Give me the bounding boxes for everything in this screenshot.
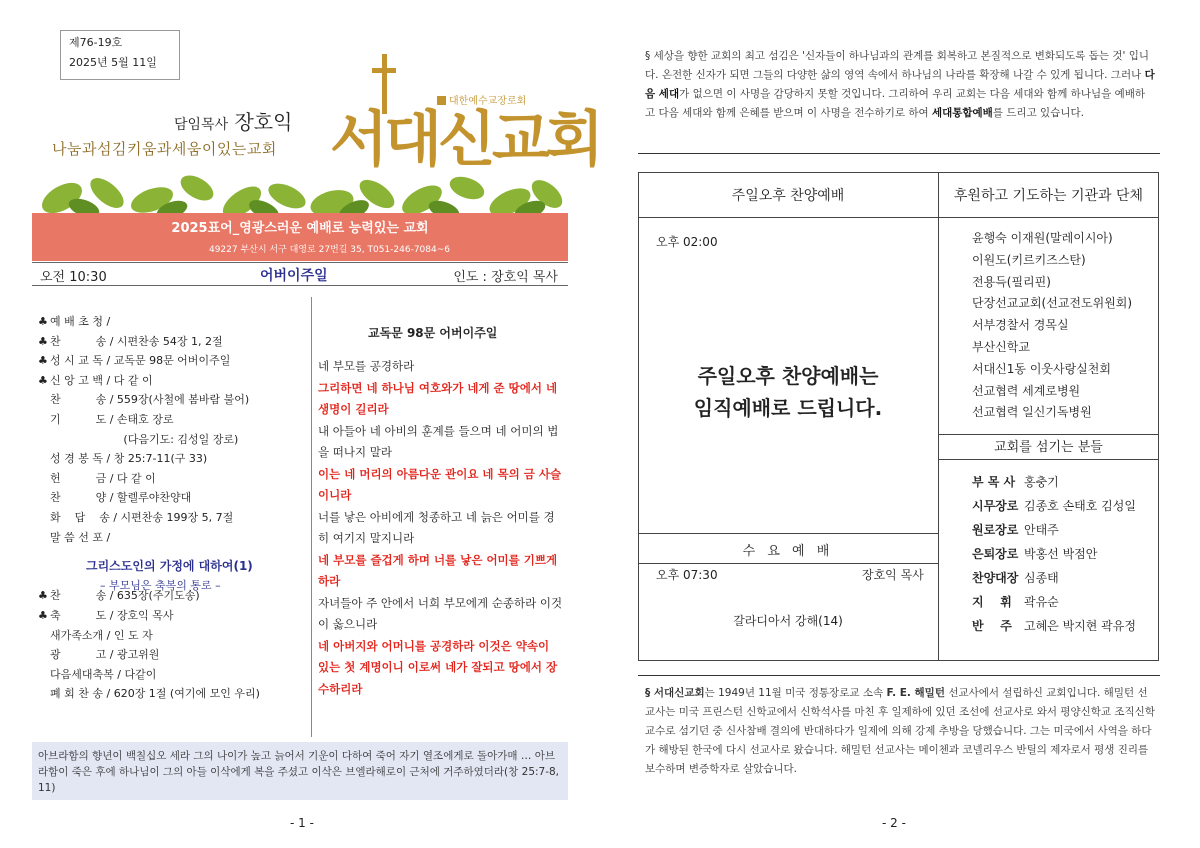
responsive-reading-title: 교독문 98문 어버이주일 (368, 326, 498, 340)
order-item-text: 신 앙 고 백 / 다 같 이 (50, 373, 153, 387)
order-item-text: 찬 송 / 559장(사철에 봄바람 불어) (50, 393, 250, 407)
table-divider (938, 434, 1159, 435)
history-missionary-name: F. E. 해밀턴 (886, 687, 945, 699)
sponsor-item: 윤행숙 이재원(말레이시아) (972, 231, 1113, 245)
order-item (38, 469, 308, 489)
server-names: 박홍선 박점안 (1024, 547, 1098, 561)
order-item-text: 헌 금 / 다 같 이 (50, 471, 156, 485)
sponsor-item: 서부경찰서 경목실 (972, 318, 1069, 333)
server-role: 시무장로 (972, 499, 1019, 513)
leaves-illustration (32, 158, 568, 218)
order-item (38, 684, 308, 704)
order-item (38, 390, 308, 410)
server-names: 홍충기 (1024, 475, 1059, 489)
scripture-quote: 아브라함의 향년이 백칠십오 세라 그의 나이가 높고 늙어서 기운이 다하여 죽어 자기 열조에게로 돌아가매 … 아브라함이 죽은 후에 하나님이 그의 아들 이삭에게 복을 주셨고 이삭은 브엘라해로이 근처에 거주하였더라(창 25:7-8, 11) (32, 742, 568, 800)
order-item-text: 화 답 송 / 시편찬송 199장 5, 7절 (50, 510, 234, 524)
server-row (972, 470, 1136, 494)
club-icon: ♣ (38, 315, 48, 328)
server-names: 심종태 (1024, 571, 1059, 585)
server-role: 원로장로 (972, 523, 1019, 537)
sunday-pm-time: 오후 02:00 (656, 235, 718, 249)
order-item-text: (다음기도: 김성일 장로) (50, 432, 239, 446)
pastor-fullname: 장호익 (234, 110, 293, 134)
reading-line-leader: 네 부모를 공경하라 (318, 359, 415, 373)
servers-list (972, 470, 1136, 638)
history-text-2: 선교사에서 설립하신 교회입니다. 해밀턴 선교사는 미국 프린스턴 신학교에서 신학석사를 마친 후 일제하에 있던 조선에 선교사로 와서 평양신학교 조직신학 교수로 섬기던 중 신사참배 결의에 반대하다가 일제에 의해 강제 추방을 당했습니다. 그는 미국에서 사역을 하다가 해방된 한국에 다시 선교사로 왔습니다. 해밀턴 선교사는 메이첸과 코넬리우스 반틸의 제자로서 평생 진리를 보수하며 변증학자로 살았습니다. (645, 687, 1155, 775)
order-item-text: 기 도 / 손태호 장로 (50, 412, 174, 426)
server-row (972, 614, 1136, 638)
server-row (972, 566, 1136, 590)
intro-paragraph (645, 47, 1155, 123)
banner-address: 49227 부산시 서구 대영로 27번길 35, T051-246-7084~6 (208, 245, 450, 255)
sunday-pm-message-line2: 임직예배로 드립니다. (693, 396, 883, 420)
service-time: 오전 10:30 (40, 270, 107, 285)
order-item (38, 645, 308, 665)
club-icon: ♣ (38, 589, 48, 603)
banner-title: 2025표어_영광스러운 예배로 능력있는 교회 (171, 221, 429, 236)
intro-text-1: § 세상을 향한 교회의 최고 섬김은 '신자들이 하나님과의 관계를 회복하고 본질적으로 변화되도록 돕는 것' 입니다. 온전한 신자가 되면 그들의 다양한 삶의 영역 속에서 하나님의 나라를 확장해 나갈 수 있게 됩니다. 그러나 (645, 50, 1150, 81)
responsive-reading (318, 356, 564, 700)
server-names: 김종호 손태호 김성일 (1024, 499, 1136, 513)
denomination-icon (437, 96, 446, 105)
divider-line (638, 675, 1160, 676)
order-item-text: 말 씀 선 포 / (50, 530, 111, 544)
order-item-text: 새가족소개 / 인 도 자 (50, 628, 153, 642)
server-names: 곽유순 (1024, 595, 1059, 609)
service-header (32, 262, 568, 286)
motto-banner (32, 213, 568, 261)
issue-date: 2025년 5월 11일 (69, 56, 157, 69)
order-item (38, 312, 308, 332)
reading-line-leader: 자녀들아 주 안에서 너희 부모에게 순종하라 이것이 옳으니라 (318, 595, 563, 631)
page-number-2: - 2 - (882, 816, 906, 830)
server-row (972, 494, 1136, 518)
order-item-text: 예 배 초 청 / (50, 315, 111, 328)
order-item-text: 찬 송 / 635장(주기도송) (50, 589, 200, 603)
wednesday-time: 오후 07:30 (656, 568, 718, 582)
divider-line (638, 153, 1160, 154)
servers-header: 교회를 섬기는 분들 (994, 440, 1103, 455)
intro-bold-2: 세대통합예배 (931, 107, 993, 119)
intro-text-2: 가 없으면 이 사명을 감당하지 못할 것입니다. 그리하여 우리 교회는 다음 세대와 함께 하나님을 예배하고 다음 세대와 함께 은혜를 받으며 이 사명을 전수하기로 하여 (645, 88, 1146, 119)
pastor-name (174, 106, 292, 135)
club-icon: ♣ (38, 354, 48, 368)
table-divider (938, 459, 1159, 460)
denomination-label (437, 92, 526, 107)
sponsor-item: 부산신학교 (972, 339, 1030, 354)
order-item-text: 광 고 / 광고위원 (50, 648, 160, 662)
order-item (38, 528, 308, 548)
sunday-pm-header: 주일오후 찬양예배 (731, 188, 845, 204)
table-divider (638, 217, 1159, 218)
order-item-text: 폐 회 찬 송 / 620장 1절 (여기에 모인 우리) (50, 687, 260, 701)
club-icon: ♣ (38, 608, 48, 622)
server-row (972, 542, 1136, 566)
reading-line-response: 그리하면 네 하나님 여호와가 네게 준 땅에서 네 생명이 길리라 (318, 380, 558, 416)
sponsor-item: 이원도(키르키즈스탄) (972, 252, 1086, 267)
order-item (38, 430, 308, 450)
sunday-pm-message-line1: 주일오후 찬양예배는 (697, 364, 879, 388)
order-item (38, 626, 308, 646)
server-role: 지 휘 (972, 595, 1012, 609)
reading-line-response: 네 아버지와 어머니를 공경하라 이것은 약속이 있는 첫 계명이니 이로써 네가 잘되고 땅에서 장수하리라 (318, 638, 558, 696)
sunday-pm-message (638, 360, 938, 424)
server-role: 찬양대장 (972, 571, 1019, 585)
server-role: 은퇴장로 (972, 547, 1019, 561)
sermon-title: 그리스도인의 가정에 대하여(1) (86, 559, 253, 573)
club-icon: ♣ (38, 334, 48, 348)
order-item-text: 축 도 / 장호익 목사 (50, 608, 174, 622)
history-text-1: 는 1949년 11월 미국 정통장로교 소속 (704, 687, 887, 699)
service-leader: 인도 : 장호익 목사 (453, 270, 558, 285)
table-divider (938, 172, 939, 661)
wednesday-header: 수 요 예 배 (742, 544, 834, 559)
issue-info (60, 30, 180, 80)
sponsors-list (972, 228, 1132, 424)
order-item (38, 488, 308, 508)
order-item-text: 찬 송 / 시편찬송 54장 1, 2절 (50, 334, 223, 348)
reading-line-leader: 너를 낳은 아비에게 청종하고 네 늙은 어미를 경히 여기지 말지니라 (318, 509, 555, 545)
worship-order (38, 312, 308, 704)
column-divider (311, 297, 312, 737)
sponsors-header: 후원하고 기도하는 기관과 단체 (953, 188, 1144, 204)
table-divider (638, 563, 938, 564)
order-item (38, 606, 308, 626)
sponsor-item: 선교협력 일신기독병원 (972, 405, 1092, 420)
reading-line-leader: 내 아들아 네 아비의 훈계를 들으며 네 어미의 법을 떠나지 말라 (318, 423, 559, 459)
order-item (38, 508, 308, 528)
reading-line-response: 네 부모를 즐겁게 하며 너를 낳은 어미를 기쁘게 하라 (318, 552, 558, 588)
order-item (38, 449, 308, 469)
order-item (38, 665, 308, 685)
church-motto: 나눔과섬김키움과세움이있는교회 (52, 140, 277, 158)
order-item (38, 351, 308, 371)
history-lead: § 서대신교회 (645, 687, 705, 699)
intro-text-3: 를 드리고 있습니다. (992, 107, 1084, 119)
pastor-prefix: 담임목사 (174, 117, 229, 133)
sponsor-item: 선교협력 세계로병원 (972, 383, 1081, 398)
server-row (972, 518, 1136, 542)
sponsor-item: 단장선교교회(선교전도위원회) (972, 296, 1133, 311)
order-item-text: 찬 양 / 할렐루야찬양대 (50, 491, 192, 505)
sponsor-item: 서대신1동 이웃사랑실천회 (972, 361, 1111, 376)
church-history (645, 684, 1155, 779)
service-name: 어버이주일 (260, 268, 328, 284)
server-role: 부 목 사 (972, 475, 1016, 489)
club-icon: ♣ (38, 373, 48, 387)
order-item-text: 성 시 교 독 / 교독문 98문 어버이주일 (50, 354, 231, 368)
issue-number: 제76-19호 (69, 36, 123, 49)
church-logo-text: 서대신교회 (330, 105, 600, 175)
order-item-text: 성 경 봉 독 / 창 25:7-11(구 33) (50, 452, 208, 466)
order-item (38, 371, 308, 391)
sponsor-item: 전용득(필리핀) (972, 274, 1051, 289)
server-names: 고혜은 박지현 곽유정 (1024, 619, 1136, 633)
order-item-text: 다음세대축복 / 다같이 (50, 667, 157, 681)
wednesday-leader: 장호익 목사 (862, 568, 924, 582)
intro-bold-1: 다음 세대 (645, 69, 1155, 100)
table-divider (638, 533, 938, 534)
server-names: 안태주 (1024, 523, 1059, 537)
sermon-subtitle: – 부모님은 축복의 통로 – (100, 579, 221, 592)
reading-line-response: 이는 네 머리의 아름다운 관이요 네 목의 금 사슬이니라 (318, 466, 562, 502)
wednesday-sermon: 갈라디아서 강해(14) (733, 614, 843, 628)
server-row (972, 590, 1136, 614)
order-item (38, 332, 308, 352)
page-number-1: - 1 - (290, 816, 314, 830)
server-role: 반 주 (972, 619, 1012, 633)
order-item (38, 410, 308, 430)
denomination-text: 대한예수교장로회 (449, 96, 527, 107)
